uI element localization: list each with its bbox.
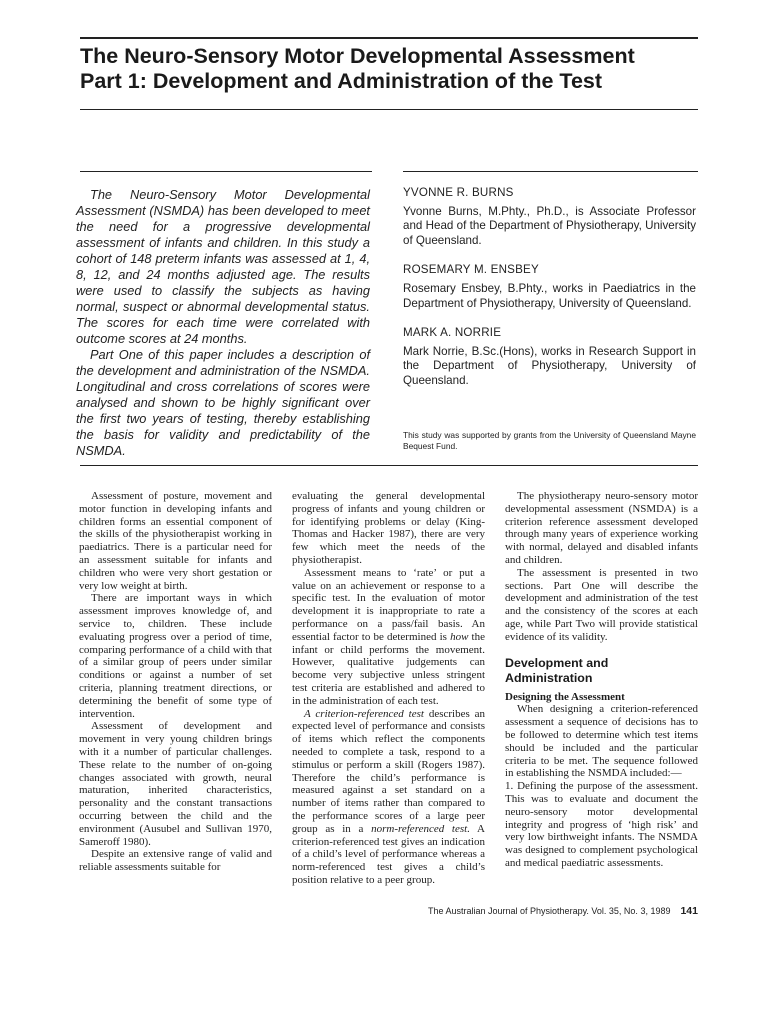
title-line-1: The Neuro-Sensory Motor Developmental Assessment	[80, 44, 635, 68]
abstract-paragraph: Part One of this paper includes a description of the development and administration of the NSMDA. Longitudinal and cross correlations of scores were analysed and shown to be highly significant over the first two years of testing, thereby establishing the basis for validity and predictability of the NSMDA.	[76, 347, 370, 458]
body-paragraph	[292, 708, 485, 887]
body-paragraph: The assessment is presented in two sections. Part One will describe the development and administration of the test and the consistency of the scores at each age, while Part Two will provide statistical evidence of its validity.	[505, 566, 698, 643]
title-line-2: Part 1: Development and Administration of the Test	[80, 69, 603, 93]
article-title	[80, 44, 720, 94]
body-paragraph: Assessment of development and movement in very young children brings with it a number of particular challenges. These relate to the number of on-going changes associated with growth, neural maturation, inherited characteristics, personality and the constant transactions occurring between the child and the environment (Ausubel and Sullivan 1970, Sameroff 1980).	[79, 720, 272, 848]
body-paragraph: evaluating the general developmental progress of infants and young children or for identifying problems or delay (King-Thomas and Hacker 1987), there are very few which meet the needs of the physiotherapist.	[292, 490, 485, 566]
body-column-1	[79, 490, 272, 874]
body-paragraph: Despite an extensive range of valid and reliable assessments suitable for	[79, 848, 272, 874]
text-run: describes an expected level of performance and consists of items which reflect the components needed to complete a task, respond to a stimulus or perform a skill (Rogers 1987). Therefore the child’s performance is measured against a set standard on a number of items rather than compared to the performance scores of a large peer group as in a	[292, 707, 486, 835]
abstract	[76, 187, 370, 459]
body-paragraph: There are important ways in which assessment improves knowledge of, and service to, children. These include evaluating progress over a period of time, comparing performance of a child with that of a similar group of peers under similar conditions or against a number of set criteria, planning treatment directions, or determining the benefit of some type of intervention.	[79, 592, 272, 720]
author-bio: Mark Norrie, B.Sc.(Hons), works in Research Support in the Department of Physiotherapy, University of Queensland.	[403, 344, 696, 387]
body-paragraph: When designing a criterion-referenced assessment a sequence of decisions has to be followed to determine which test items should be included and the particular criteria to be met. The sequence followed in establishing the NSMDA included:—	[505, 703, 698, 780]
emphasis: norm-referenced test.	[371, 822, 470, 835]
author-name: MARK A. NORRIE	[403, 326, 502, 340]
page-footer	[80, 905, 698, 917]
body-paragraph: The physiotherapy neuro-sensory motor developmental assessment (NSMDA) is a criterion reference assessment developed through many years of experience working with normal, delayed and disabled infants and children.	[505, 490, 698, 566]
body-paragraph	[292, 567, 485, 708]
author-name: YVONNE R. BURNS	[403, 186, 514, 199]
subsection-heading: Designing the Assessment	[505, 690, 625, 703]
header-rule-right	[403, 171, 698, 172]
abstract-bottom-rule	[80, 465, 698, 466]
emphasis: A criterion-referenced test	[304, 707, 424, 720]
abstract-paragraph: The Neuro-Sensory Motor Developmental Assessment (NSMDA) has been developed to meet the need for a progressive developmental assessment of infants and children. In this study a cohort of 148 preterm infants was assessed at 1, 4, 8, 12, and 24 months adjusted age. The results were used to classify the subjects as having normal, suspect or abnormal developmental status. The scores for each time were correlated with outcome scores at 24 months.	[76, 187, 370, 346]
top-rule	[80, 37, 698, 39]
text-run: A criterion-referenced test gives an indication of a child’s level of performance whereas a norm-referenced test gives a child’s position relative to a peer group.	[292, 822, 485, 886]
journal-citation: The Australian Journal of Physiotherapy. Vol. 35, No. 3, 1989	[427, 906, 671, 916]
section-heading: Development and Administration	[505, 655, 609, 685]
title-underline	[80, 109, 698, 110]
page-number: 141	[680, 905, 698, 917]
text-run: the infant or child performs the movement. However, qualitative judgements can become very subjective unless stringent test criteria are established and adhered to in the administration of each test.	[292, 630, 485, 707]
body-column-2	[292, 490, 485, 887]
header-rule-left	[80, 171, 372, 172]
funding-note: This study was supported by grants from the University of Queensland Mayne Bequest Fund.	[403, 430, 696, 451]
author-bio: Rosemary Ensbey, B.Phty., works in Paediatrics in the Department of Physiotherapy, University of Queensland.	[403, 281, 696, 310]
author-bio: Yvonne Burns, M.Phty., Ph.D., is Associate Professor and Head of the Department of Physiotherapy, University of Queensland.	[403, 204, 696, 247]
text-run: Assessment means to ‘rate’ or put a value on an achievement or response to a specific test. In the evaluation of motor development it is inappropriate to rate a performance on a pass/fail basis. An essential factor to be determined is	[292, 566, 485, 643]
author-name: ROSEMARY M. ENSBEY	[403, 263, 539, 277]
author-list	[403, 186, 696, 404]
body-paragraph: 1. Defining the purpose of the assessment. This was to evaluate and document the neuro-sensory motor developmental integrity and progress of ‘high risk’ and very low birthweight infants. The NSMDA was designed to complement psychological and medical paediatric assessments.	[505, 780, 698, 869]
body-paragraph: Assessment of posture, movement and motor function in developing infants and children forms an essential component of the skills of the physiotherapist working in paediatrics. There is a particular need for an assessment suitable for infants and children who were very short gestation or very low weight at birth.	[79, 490, 272, 592]
body-column-3	[505, 490, 698, 870]
emphasis: how	[450, 630, 469, 643]
